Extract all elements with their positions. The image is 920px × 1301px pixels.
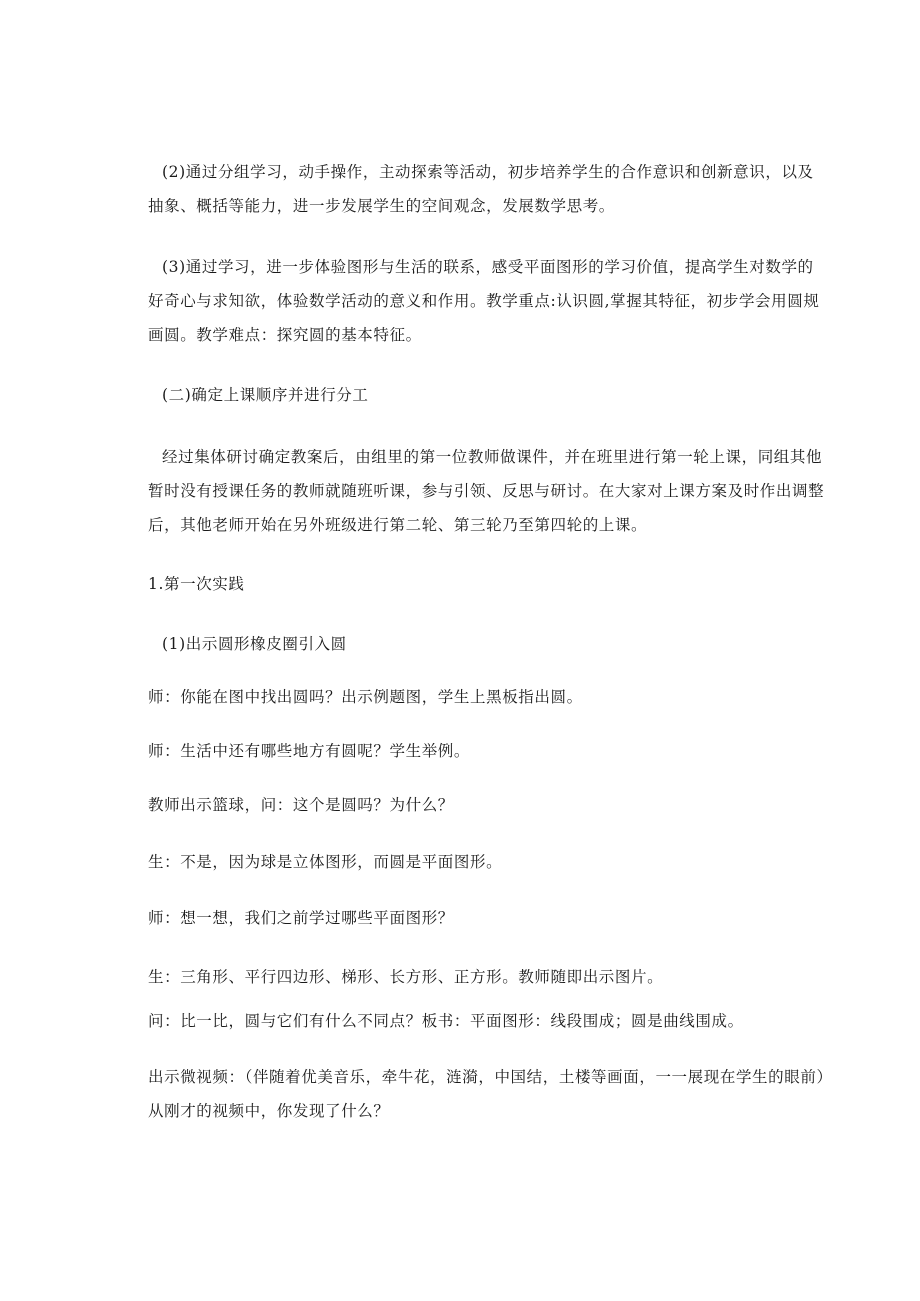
- dialogue-line-1: 师：你能在图中找出圆吗？出示例题图，学生上黑板指出圆。: [148, 688, 583, 706]
- paragraph-process: 经过集体研讨确定教案后，由组里的第一位教师做课件，并在班里进行第一轮上课，同组其他暂时没有授课任务的教师就随班听课，参与引领、反思与研讨。在大家对上课方案及时作出调整后，其他老师开始在另外班级进行第二轮、第三轮乃至第四轮的上课。: [148, 448, 825, 534]
- paragraph-objective-2: (2)通过分组学习，动手操作，主动探索等活动，初步培养学生的合作意识和创新意识，以及抽象、概括等能力，进一步发展学生的空间观念，发展数学思考。: [148, 163, 814, 215]
- dialogue-line-3: 教师出示篮球，问：这个是圆吗？为什么？: [148, 796, 454, 814]
- dialogue-line-2: 师：生活中还有哪些地方有圆呢？学生举例。: [148, 742, 471, 760]
- dialogue-line-8: 出示微视频：（伴随着优美音乐，牵牛花，涟漪，中国结，土楼等画面，一一展现在学生的眼前）从刚才的视频中，你发现了什么？: [148, 1068, 825, 1120]
- paragraph-objective-3: (3)通过学习，进一步体验图形与生活的联系，感受平面图形的学习价值，提高学生对数学的好奇心与求知欲，体验数学活动的意义和作用。教学重点:认识圆,掌握其特征，初步学会用圆规画圆。教学难点：探究圆的基本特征。: [148, 258, 820, 344]
- section-heading-order: (二)确定上课顺序并进行分工: [162, 386, 369, 404]
- subheading-first-practice: 1.第一次实践: [148, 575, 245, 593]
- subheading-step-1: (1)出示圆形橡皮圈引入圆: [162, 635, 347, 653]
- dialogue-line-5: 师：想一想，我们之前学过哪些平面图形？: [148, 909, 454, 927]
- dialogue-line-4: 生：不是，因为球是立体图形，而圆是平面图形。: [148, 853, 503, 871]
- dialogue-line-6: 生：三角形、平行四边形、梯形、长方形、正方形。教师随即出示图片。: [148, 968, 664, 986]
- dialogue-line-7: 问：比一比，圆与它们有什么不同点？板书：平面图形：线段围成；圆是曲线围成。: [148, 1012, 744, 1030]
